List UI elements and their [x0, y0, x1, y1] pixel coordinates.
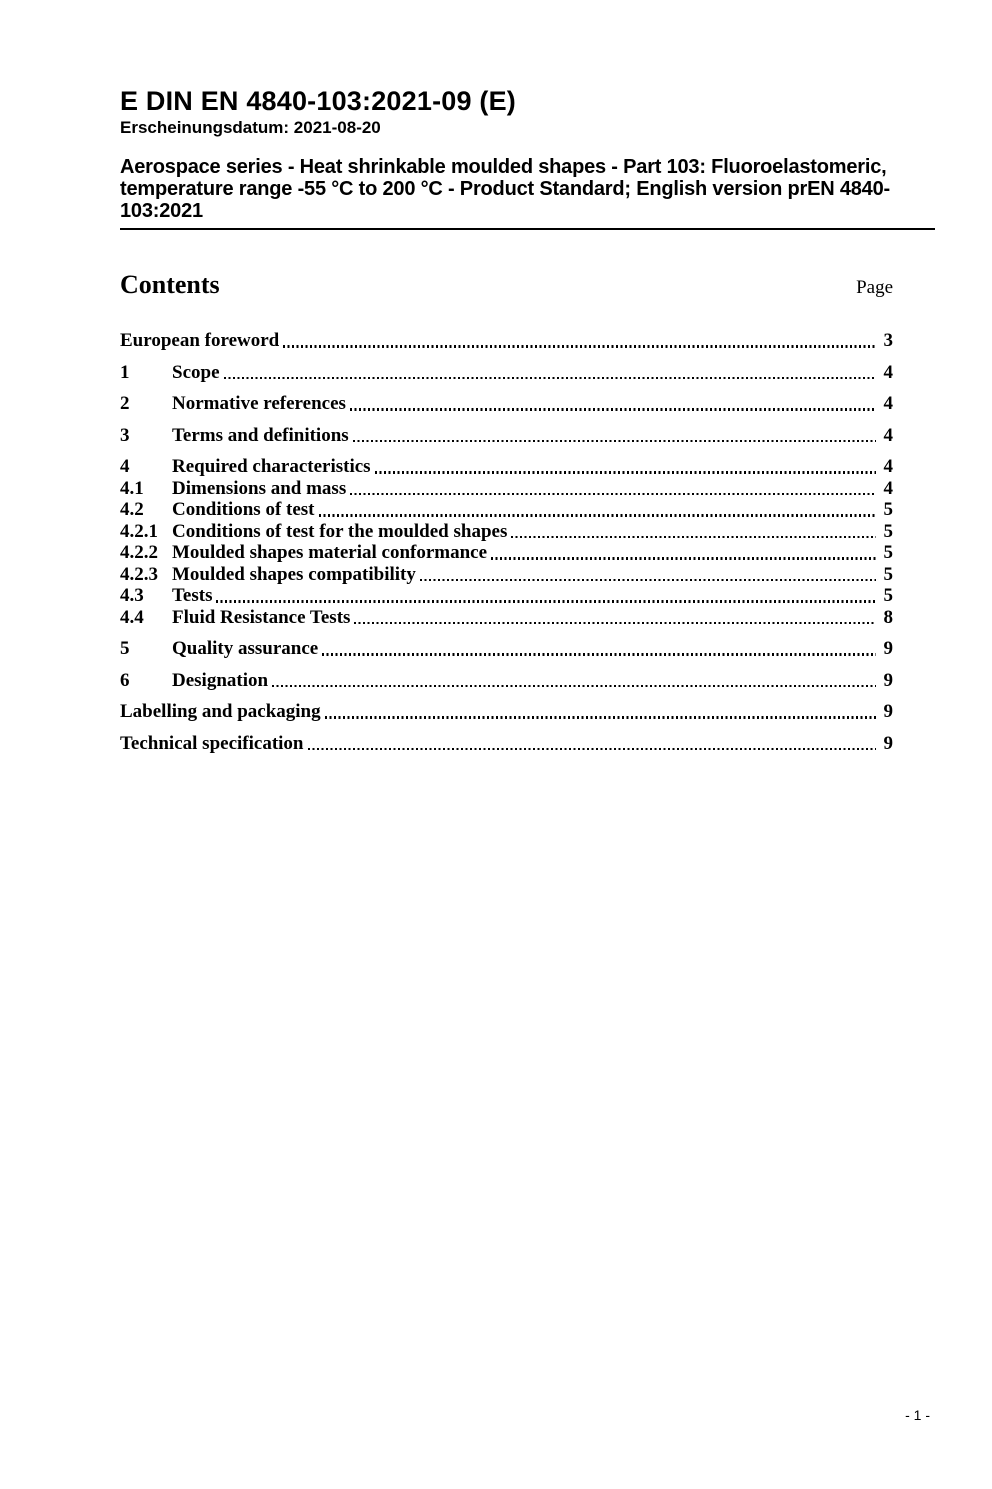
document-title-line: Aerospace series - Heat shrinkable moulded shapes - Part 103: Fluoroelastomeric,: [120, 156, 887, 178]
toc-entry[interactable]: [120, 330, 893, 352]
toc-entry-number: 2: [120, 393, 130, 414]
contents-heading: Contents: [120, 270, 220, 299]
toc-entry-page: 5: [883, 585, 893, 606]
toc-dot-leader-icon: [420, 579, 876, 582]
toc-entry-page: 9: [883, 669, 893, 691]
contents-header-row: [120, 270, 893, 300]
toc-entry-label: Moulded shapes compatibility: [172, 563, 416, 585]
toc-entry-number: 4: [120, 456, 130, 477]
toc-entry-number: 4.2: [120, 499, 144, 520]
toc-dot-leader-icon: [350, 493, 876, 496]
toc-entry[interactable]: [120, 564, 893, 586]
release-date-line: Erscheinungsdatum: 2021-08-20: [120, 118, 381, 137]
toc-dot-leader-icon: [325, 716, 876, 719]
toc-entry[interactable]: [120, 670, 893, 692]
toc-entry-number: 4.4: [120, 606, 144, 628]
toc-entry-label: Normative references: [172, 393, 346, 414]
toc-entry-label: Conditions of test for the moulded shapes: [172, 520, 508, 542]
toc-entry[interactable]: [120, 362, 893, 384]
document-title-block: [120, 156, 935, 230]
toc-entry[interactable]: [120, 456, 893, 478]
toc-dot-leader-icon: [224, 377, 877, 380]
toc-entry[interactable]: [120, 521, 893, 543]
toc-entry-number: 3: [120, 424, 130, 446]
toc-entry-number: 4.2.1: [120, 520, 158, 542]
toc-dot-leader-icon: [272, 685, 876, 688]
toc-entry-page: 4: [883, 361, 893, 383]
toc-entry[interactable]: [120, 425, 893, 447]
toc-dot-leader-icon: [354, 622, 876, 625]
toc-entry-number: 5: [120, 638, 130, 659]
table-of-contents: [120, 330, 893, 754]
toc-dot-leader-icon: [322, 653, 876, 656]
toc-entry-page: 8: [883, 606, 893, 628]
toc-entry-page: 5: [883, 499, 893, 520]
toc-entry-page: 9: [883, 701, 893, 722]
toc-entry[interactable]: [120, 478, 893, 500]
document-title-line: 103:2021: [120, 200, 203, 222]
toc-entry[interactable]: [120, 701, 893, 723]
toc-dot-leader-icon: [353, 440, 876, 443]
toc-entry-number: 1: [120, 361, 130, 383]
toc-dot-leader-icon: [350, 408, 876, 411]
toc-entry-page: 4: [883, 393, 893, 414]
footer-page-number: - 1 -: [905, 1407, 930, 1423]
document-title-line: temperature range -55 °C to 200 °C - Product Standard; English version prEN 4840-: [120, 178, 890, 200]
toc-entry-label: Moulded shapes material conformance: [172, 542, 488, 563]
toc-entry[interactable]: [120, 499, 893, 521]
toc-entry-page: 9: [883, 732, 893, 754]
toc-entry-label: Technical specification: [120, 732, 304, 754]
toc-entry-number: 4.2.2: [120, 542, 158, 563]
toc-entry-page: 5: [883, 563, 893, 585]
toc-entry-page: 3: [883, 330, 893, 351]
toc-dot-leader-icon: [308, 748, 877, 751]
toc-entry-page: 4: [883, 424, 893, 446]
toc-entry-page: 5: [883, 542, 893, 563]
toc-entry[interactable]: [120, 542, 893, 564]
toc-entry-label: Required characteristics: [172, 456, 371, 477]
toc-entry-page: 4: [883, 456, 893, 477]
toc-dot-leader-icon: [319, 514, 876, 517]
toc-entry-label: European foreword: [120, 330, 280, 351]
toc-entry-page: 4: [883, 477, 893, 499]
document-page: [0, 86, 992, 1489]
toc-dot-leader-icon: [511, 536, 876, 539]
toc-entry-page: 5: [883, 520, 893, 542]
toc-entry[interactable]: [120, 393, 893, 415]
toc-entry-number: 4.3: [120, 585, 144, 606]
toc-dot-leader-icon: [283, 345, 876, 348]
toc-entry-label: Terms and definitions: [172, 424, 349, 446]
toc-entry-number: 6: [120, 669, 130, 691]
toc-entry[interactable]: [120, 585, 893, 607]
toc-entry-label: Dimensions and mass: [172, 477, 347, 499]
toc-entry-page: 9: [883, 638, 893, 659]
page-sheet: [0, 86, 992, 754]
toc-entry-label: Scope: [172, 361, 220, 383]
toc-entry-number: 4.1: [120, 477, 144, 499]
page-column-label: Page: [856, 277, 893, 298]
toc-entry-label: Quality assurance: [172, 638, 319, 659]
toc-dot-leader-icon: [375, 471, 876, 474]
toc-entry[interactable]: [120, 638, 893, 660]
document-code-heading: E DIN EN 4840-103:2021-09 (E): [120, 86, 516, 116]
toc-dot-leader-icon: [491, 557, 876, 560]
toc-entry-number: 4.2.3: [120, 563, 158, 585]
toc-entry[interactable]: [120, 733, 893, 755]
toc-entry-label: Designation: [172, 669, 269, 691]
toc-entry-label: Tests: [172, 585, 213, 606]
toc-entry[interactable]: [120, 607, 893, 629]
toc-entry-label: Labelling and packaging: [120, 701, 321, 722]
toc-entry-label: Conditions of test: [172, 499, 315, 520]
toc-dot-leader-icon: [216, 600, 876, 603]
toc-entry-label: Fluid Resistance Tests: [172, 606, 351, 628]
